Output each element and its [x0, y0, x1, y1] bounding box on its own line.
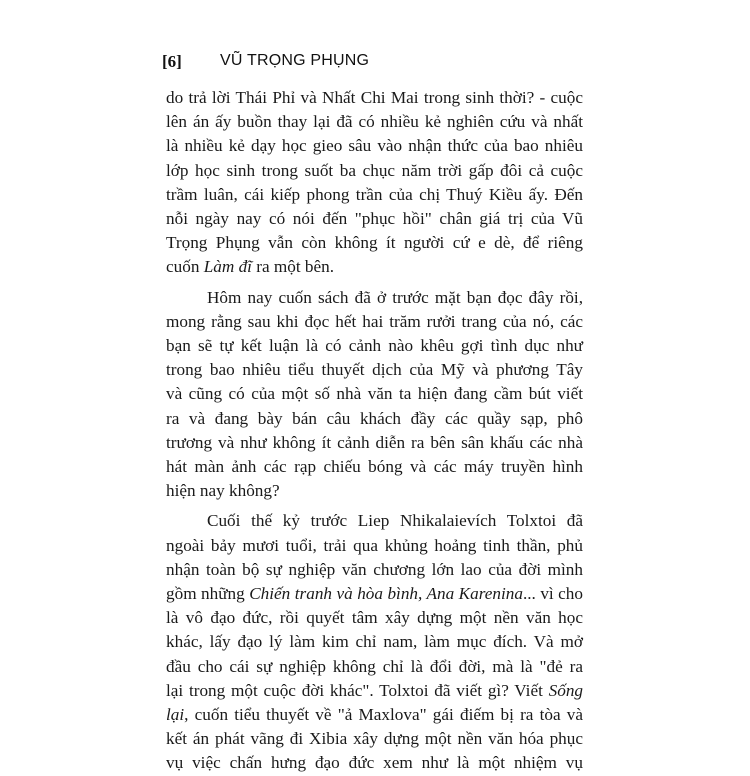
text-line: trong bao nhiêu tiểu thuyết dịch của Mỹ và phương Tây: [166, 360, 583, 380]
text-line: hát màn ảnh các rạp chiếu bóng và các máy truyền hình: [166, 457, 583, 477]
text-run: gồm những: [166, 584, 250, 604]
paragraph-2: [166, 286, 583, 504]
paragraph-1: [166, 86, 583, 280]
text-line: trương và như không ít cảnh diễn ra bên sân khấu các nhà: [166, 432, 583, 452]
book-titles-italic: Chiến tranh và hòa bình, Ana Karenina: [249, 584, 523, 604]
text-line: vụ việc chấn hưng đạo đức xem như là một nhiệm vụ: [166, 753, 583, 773]
text-line: hiện nay không?: [166, 481, 280, 501]
text-line: [166, 679, 583, 703]
text-line: mong rằng sau khi đọc hết hai trăm rưởi trang của nó, các: [166, 311, 583, 331]
text-line: nỗi ngày nay có nói đến "phục hồi" chân giá trị của Vũ: [166, 209, 583, 229]
text-line: Trọng Phụng vẫn còn không ít người cứ e dè, để riêng: [166, 233, 583, 253]
text-line: nhận toàn bộ sự nghiệp văn chương lớn lao của đời mình: [166, 559, 583, 579]
text-line: [166, 703, 583, 727]
text-line: ra và đang bày bán câu khách đầy các quầy sạp, phô: [166, 408, 583, 428]
text-run: lại trong một cuộc đời khác". Tolxtoi đã viết gì? Viết: [166, 680, 549, 700]
text-line: [166, 582, 583, 606]
text-line: là vô đạo đức, rồi quyết tâm xây dựng một nền văn học: [166, 608, 583, 628]
page-number: [6]: [162, 52, 182, 71]
text-line: trầm luân, cái kiếp phong trần của chị Thuý Kiều ấy. Đến: [166, 184, 583, 204]
text-line: khác, lấy đạo lý làm kim chỉ nam, làm mục đích. Và mở: [166, 632, 583, 652]
paragraph-3: [166, 509, 583, 775]
book-title-italic: lại: [166, 705, 185, 725]
text-line: lớp học sinh trong suốt ba chục năm trời gấp đôi cả cuộc: [166, 160, 583, 180]
text-line: bạn sẽ tự kết luận là có cảnh nào khêu gợi tình dục như: [166, 336, 583, 356]
text-line: Hôm nay cuốn sách đã ở trước mặt bạn đọc đây rồi,: [207, 287, 583, 307]
running-title: VŨ TRỌNG PHỤNG: [220, 52, 370, 69]
text-line: Cuối thế kỷ trước Liep Nhikalaievích Tolxtoi đã: [207, 511, 583, 531]
book-title-italic: Làm đĩ: [203, 257, 252, 277]
text-run: cuốn: [166, 257, 204, 277]
text-line: do trả lời Thái Phỉ và Nhất Chi Mai trong sinh thời? - cuộc: [166, 88, 583, 107]
text-line: và cũng có của một số nhà văn ta hiện đang cầm bút viết: [166, 384, 583, 404]
book-title-italic: Sống: [548, 680, 583, 700]
text-run: ra một bên.: [251, 257, 335, 277]
text-run: , cuốn tiểu thuyết về "ả Maxlova" gái điếm bị ra tòa và: [184, 705, 583, 725]
text-line: ngoài bảy mươi tuổi, trải qua khủng hoảng tinh thần, phủ: [166, 535, 583, 555]
text-line: [166, 255, 583, 279]
text-line: là nhiều kẻ dạy học gieo sâu vào nhận thức của bao nhiêu: [166, 136, 583, 156]
text-line: lên án ấy buồn thay lại đã có nhiều kẻ nghiên cứu và nhất: [166, 112, 583, 132]
text-run: ... vì cho: [522, 584, 583, 604]
text-line: kết án phát vãng đi Xibia xây dựng một nền văn hóa phục: [166, 729, 583, 749]
body-text: [166, 86, 583, 776]
text-line: đầu cho cái sự nghiệp không chỉ là đổi đời, mà là "đẻ ra: [166, 656, 583, 676]
